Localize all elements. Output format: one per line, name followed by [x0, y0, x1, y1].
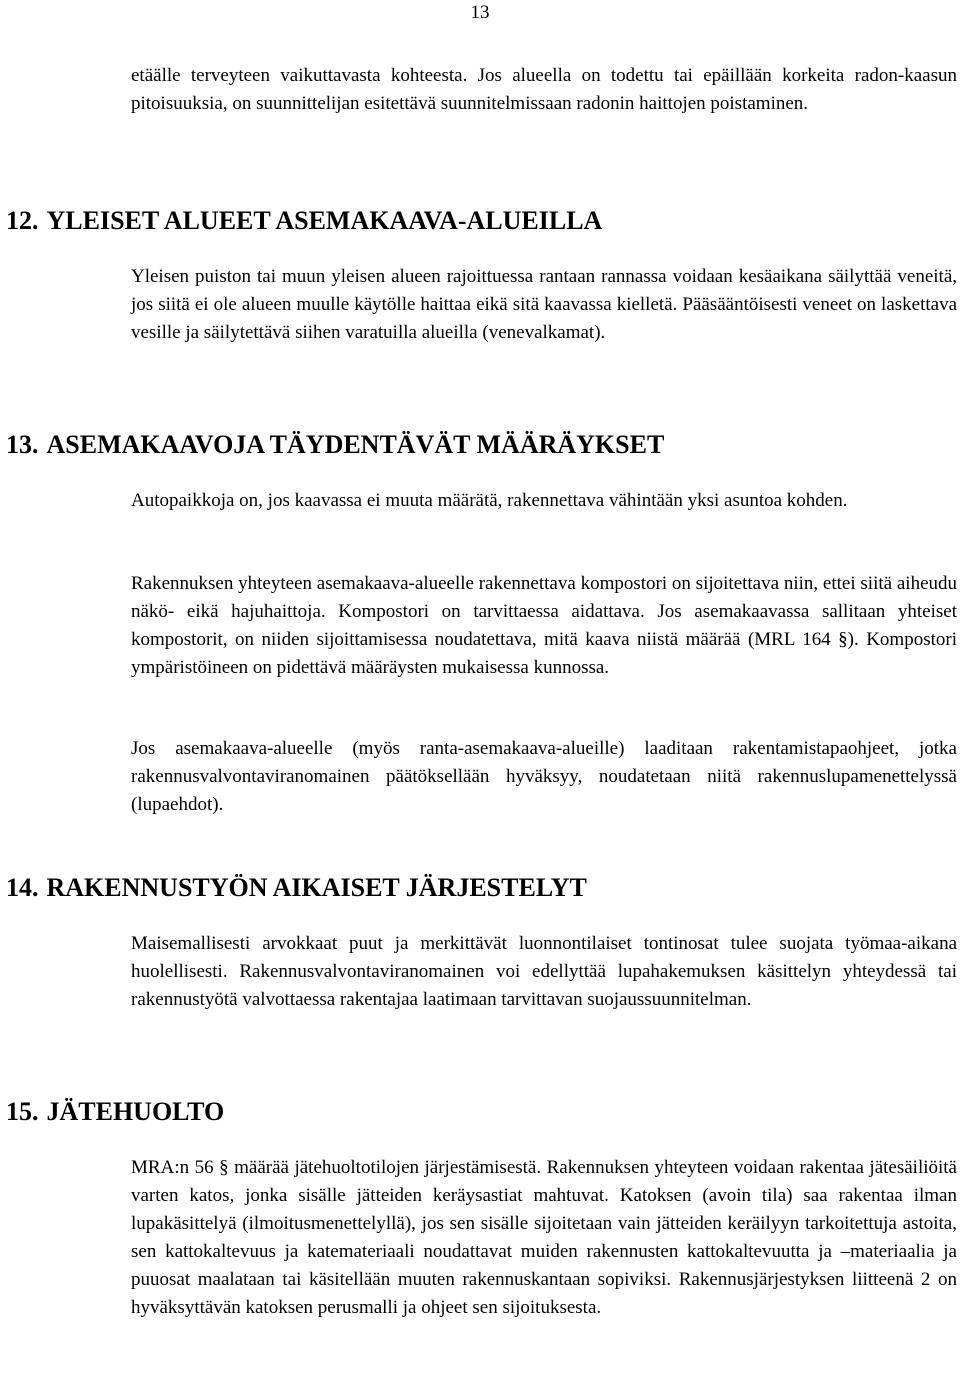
section-number: 12. — [6, 206, 39, 235]
section-paragraph: Jos asemakaava-alueelle (myös ranta-asemakaava-alueille) laaditaan rakentamistapaohjeet, jotka rakennusvalvontaviranomainen päätöksellään hyväksyy, noudatetaan niitä rakennuslupamenettelyssä (lupaehdot). — [131, 738, 957, 815]
section-number: 13. — [6, 430, 39, 459]
section-heading — [6, 430, 664, 460]
section-title: JÄTEHUOLTO — [46, 1097, 225, 1126]
section-paragraph: Yleisen puiston tai muun yleisen alueen rajoittuessa rantaan rannassa voidaan kesäaikana säilyttää veneitä, jos siitä ei ole alueen muulle käytölle haittaa eikä sitä kaavassa kielletä. Pääsääntöisesti veneet on laskettava vesille ja säilytettävä siihen varatuilla alueilla (venevalkamat). — [131, 266, 957, 343]
section-paragraph: Maisemallisesti arvokkaat puut ja merkittävät luonnontilaiset tontinosat tulee suojata työmaa-aikana huolellisesti. Rakennusvalvontaviranomainen voi edellyttää lupahakemuksen käsittelyn yhteydessä tai rakennustyötä valvottaessa rakentajaa laatimaan tarvittavan suojaussuunnitelman. — [131, 933, 957, 1010]
section-title: YLEISET ALUEET ASEMAKAAVA-ALUEILLA — [46, 206, 603, 235]
section-paragraph: Autopaikkoja on, jos kaavassa ei muuta määrätä, rakennettava vähintään yksi asuntoa kohden. — [131, 490, 848, 511]
intro-paragraph: etäälle terveyteen vaikuttavasta kohteesta. Jos alueella on todettu tai epäillään korkeita radon-kaasun pitoisuuksia, on suunnittelijan esitettävä suunnitelmissaan radonin haittojen poistaminen. — [131, 65, 957, 114]
section-paragraph: Rakennuksen yhteyteen asemakaava-alueelle rakennettava kompostori on sijoitettava niin, ettei siitä aiheudu näkö- eikä hajuhaittoja. Kompostori on tarvittaessa aidattava. Jos asemakaavassa sallitaan yhteiset kompostorit, on niiden sijoittamisessa noudatettava, mitä kaava niistä määrää (MRL 164 §). Kompostori ympäristöineen on pidettävä määräysten mukaisessa kunnossa. — [131, 573, 957, 678]
section-number: 15. — [6, 1097, 39, 1126]
section-heading — [6, 1097, 224, 1127]
section-heading — [6, 873, 587, 903]
section-title: ASEMAKAAVOJA TÄYDENTÄVÄT MÄÄRÄYKSET — [46, 430, 665, 459]
section-paragraph: MRA:n 56 § määrää jätehuoltotilojen järjestämisestä. Rakennuksen yhteyteen voidaan rakentaa jätesäiliöitä varten katos, jonka sisälle jätteiden keräysastiat mahtuvat. Katoksen (avoin tila) saa rakentaa ilman lupakäsittelyä (ilmoitusmenettelyllä), jos sen sisälle sijoitetaan vain jätteiden keräilyyn tarkoitettuja astoita, sen kattokaltevuus ja katemateriaali noudattavat muiden rakennusten kattokaltevuutta ja –materiaalia ja puuosat maalataan tai käsitellään muuten rakennuskantaan sopiviksi. Rakennusjärjestyksen liitteenä 2 on hyväksyttävän katoksen perusmalli ja ohjeet sen sijoituksesta. — [131, 1157, 957, 1318]
section-number: 14. — [6, 873, 39, 902]
section-title: RAKENNUSTYÖN AIKAISET JÄRJESTELYT — [46, 873, 587, 902]
page-number: 13 — [470, 2, 490, 23]
section-heading — [6, 206, 602, 236]
